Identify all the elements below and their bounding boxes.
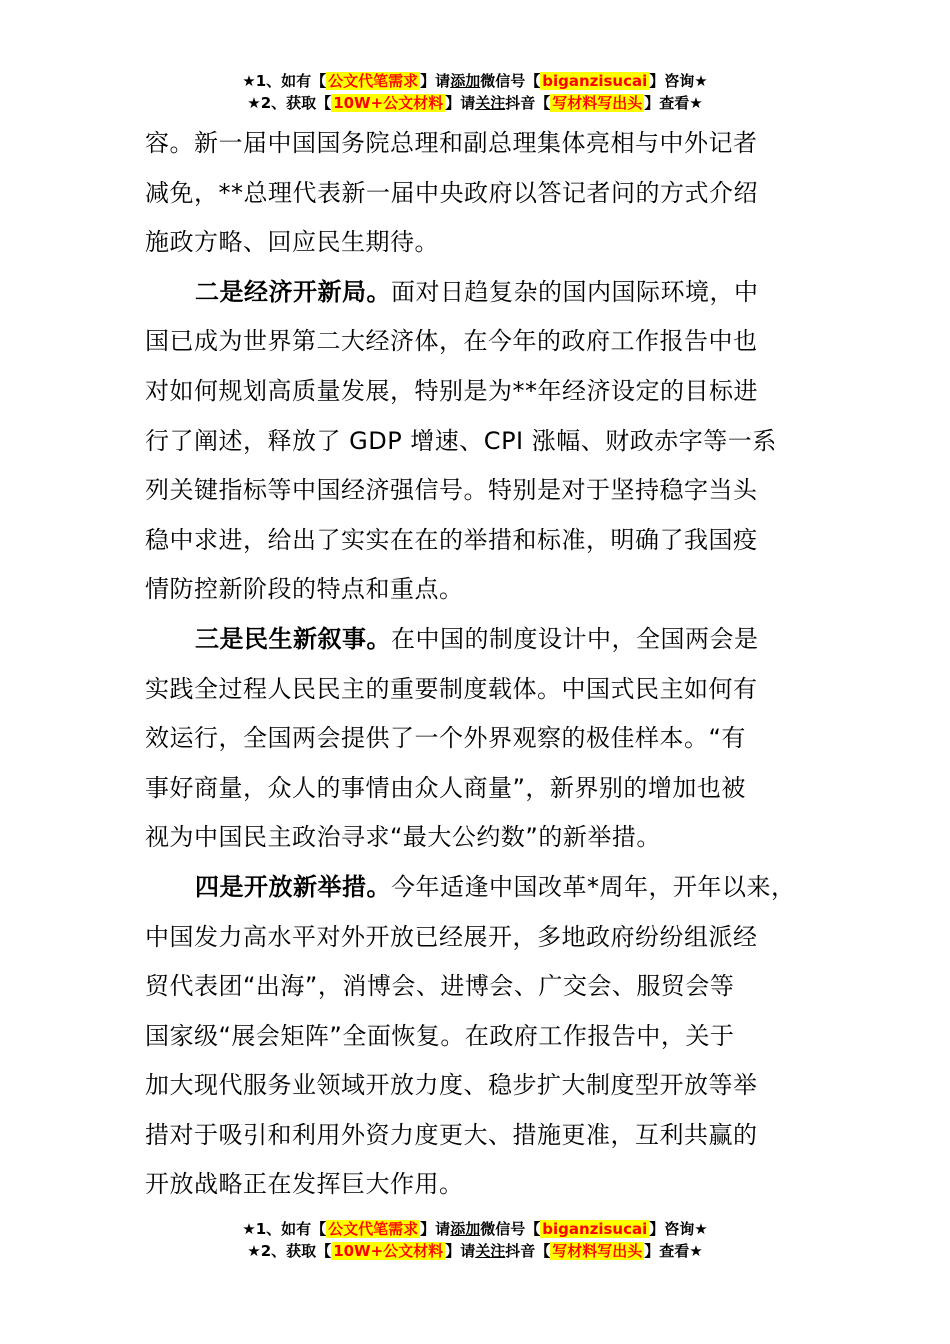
header-promo-banner xyxy=(0,70,950,114)
text-line: 对如何规划高质量发展，特别是为**年经济设定的目标进 xyxy=(145,376,758,405)
text-line: 事好商量，众人的事情由众人商量”，新界别的增加也被 xyxy=(145,773,746,802)
promo-text: ★2、获取【 xyxy=(247,94,332,112)
promo-text: 】咨询★ xyxy=(649,1220,708,1238)
text-line: 二是经济开新局。面对日趋复杂的国内国际环境，中 xyxy=(195,277,759,306)
promo-text: 抖音【 xyxy=(505,94,551,112)
text-line: 施政方略、回应民生期待。 xyxy=(145,228,439,257)
text-line: 稳中求进，给出了实实在在的举措和标准，明确了我国疫 xyxy=(145,525,758,554)
promo-underline: 添加 xyxy=(450,1220,481,1238)
promo-douyin-id: 写材料写出头 xyxy=(552,94,643,112)
promo-text: ★1、如有【 xyxy=(242,72,327,90)
promo-text: 】查看★ xyxy=(644,94,703,112)
promo-highlight: 公文代笔需求 xyxy=(328,72,419,90)
promo-text: 】请 xyxy=(445,1242,476,1260)
promo-douyin-id: 写材料写出头 xyxy=(552,1242,643,1260)
paragraph-lead: 二是经济开新局。 xyxy=(195,277,391,306)
text-line: 四是开放新举措。今年适逢中国改革*周年，开年以来， xyxy=(195,872,796,901)
text-line: 列关键指标等中国经济强信号。特别是对于坚持稳字当头 xyxy=(145,476,758,505)
text-line: 国家级“展会矩阵”全面恢复。在政府工作报告中，关于 xyxy=(145,1021,735,1050)
text-line: 国已成为世界第二大经济体，在今年的政府工作报告中也 xyxy=(145,327,758,356)
promo-text: ★1、如有【 xyxy=(242,1220,327,1238)
promo-text: 】查看★ xyxy=(644,1242,703,1260)
promo-text: 】请 xyxy=(420,1220,451,1238)
promo-underline: 添加 xyxy=(450,72,481,90)
promo-line-2 xyxy=(0,92,950,114)
promo-highlight: 10W+公文材料 xyxy=(333,94,444,112)
text-line: 减免，**总理代表新一届中央政府以答记者问的方式介绍 xyxy=(145,178,758,207)
promo-text: 微信号【 xyxy=(480,72,541,90)
document-body xyxy=(145,119,835,1210)
text-line: 视为中国民主政治寻求“最大公约数”的新举措。 xyxy=(145,823,661,852)
promo-highlight: 10W+公文材料 xyxy=(333,1242,444,1260)
promo-line-1 xyxy=(0,1218,950,1240)
text-line: 贸代表团“出海”，消博会、进博会、广交会、服贸会等 xyxy=(145,972,735,1001)
paragraph-lead: 三是民生新叙事。 xyxy=(195,624,391,653)
promo-text: 】请 xyxy=(445,94,476,112)
text-line: 中国发力高水平对外开放已经展开，多地政府纷纷组派经 xyxy=(145,922,758,951)
promo-text: 抖音【 xyxy=(505,1242,551,1260)
text-line: 措对于吸引和利用外资力度更大、措施更准，互利共赢的 xyxy=(145,1120,758,1149)
paragraph xyxy=(145,119,835,268)
promo-wechat-id: biganzisucai xyxy=(542,1220,648,1238)
paragraph-lead: 四是开放新举措。 xyxy=(195,872,391,901)
promo-line-2 xyxy=(0,1240,950,1262)
text-line: 容。新一届中国国务院总理和副总理集体亮相与中外记者 xyxy=(145,129,758,157)
text-line: 情防控新阶段的特点和重点。 xyxy=(145,575,464,604)
promo-underline: 关注 xyxy=(475,94,506,112)
text-line: 三是民生新叙事。在中国的制度设计中，全国两会是 xyxy=(195,624,759,653)
promo-text: 】请 xyxy=(420,72,451,90)
paragraph-opening xyxy=(145,863,835,1210)
text-line: 开放战略正在发挥巨大作用。 xyxy=(145,1170,464,1199)
paragraph-economy xyxy=(145,268,835,615)
paragraph-livelihood xyxy=(145,615,835,863)
promo-underline: 关注 xyxy=(475,1242,506,1260)
promo-text: 】咨询★ xyxy=(649,72,708,90)
promo-text: ★2、获取【 xyxy=(247,1242,332,1260)
promo-wechat-id: biganzisucai xyxy=(542,72,648,90)
promo-text: 微信号【 xyxy=(480,1220,541,1238)
text-line: 效运行，全国两会提供了一个外界观察的极佳样本。“有 xyxy=(145,724,746,753)
promo-highlight: 公文代笔需求 xyxy=(328,1220,419,1238)
footer-promo-banner xyxy=(0,1218,950,1262)
promo-line-1 xyxy=(0,70,950,92)
text-line: 行了阐述，释放了 GDP 增速、CPI 涨幅、财政赤字等一系 xyxy=(145,426,777,455)
text-line: 加大现代服务业领域开放力度、稳步扩大制度型开放等举 xyxy=(145,1071,758,1100)
text-line: 实践全过程人民民主的重要制度载体。中国式民主如何有 xyxy=(145,674,758,703)
